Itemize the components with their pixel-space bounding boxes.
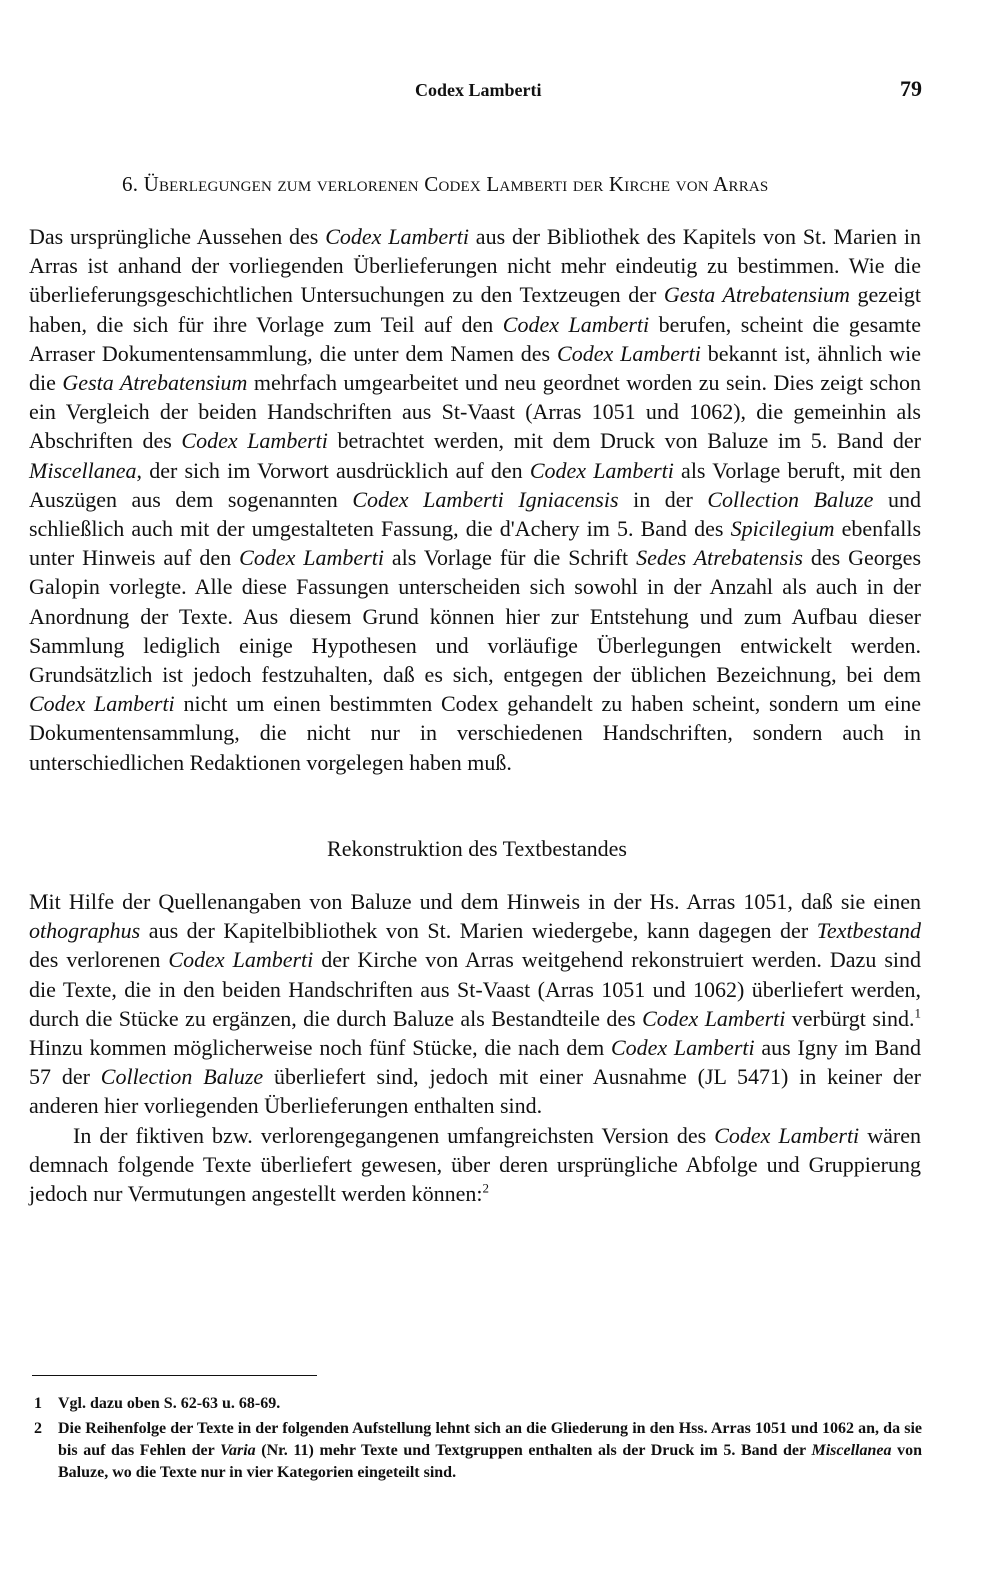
text-run: des Georges Galopin vorlegte. Alle diese Fassungen unterscheiden sich sowohl in der Anzahl als auch in der Anordnung der Texte. Aus diesem Grund können hier zur Entstehung und zum Aufbau dieser Sammlung lediglich einige Hypothesen und vorläufige Überlegungen entwickelt werden. Grundsätzlich ist jedoch festzuhalten, daß es sich, entgegen der üblichen Bezeichnung, bei dem bbox=[29, 545, 922, 688]
italic-term: Codex Lamberti bbox=[325, 224, 469, 249]
text-run: von Baluze, wo die Texte nur in vier Kategorien eingeteilt sind. bbox=[58, 1442, 923, 1481]
italic-term: Textbestand bbox=[816, 918, 921, 944]
text-run: als Vorlage für die Schrift bbox=[383, 545, 637, 571]
text-run: Hinzu kommen möglicherweise noch fünf Stücke, die nach dem bbox=[29, 1035, 611, 1061]
text-run: Die Reihenfolge der Texte in der folgenden Aufstellung lehnt sich an die Gliederung in den Hss. Arras 1051 und 1062 an, da sie bis auf das Fehlen der bbox=[58, 1420, 922, 1459]
footnote-text bbox=[58, 1420, 922, 1481]
footnote-number: 1 bbox=[34, 1395, 42, 1412]
italic-term: Sedes Atrebatensis bbox=[636, 545, 803, 571]
footnote-ref: 1 bbox=[914, 1005, 921, 1021]
italic-term: Codex Lamberti bbox=[529, 457, 674, 483]
text-run: Das ursprüngliche Aussehen des bbox=[29, 224, 326, 249]
italic-term: Codex Lamberti bbox=[714, 1122, 860, 1148]
italic-term: Codex Lamberti bbox=[168, 947, 314, 973]
italic-term: Codex Lamberti Igniacensis bbox=[352, 486, 619, 512]
text-run: der Kirche von Arras weitgehend rekonstruiert werden. Dazu sind die Texte, die in den beiden Handschriften aus St-Vaast (Arras 1051 und 1062) überliefert werden, durch die Stücke zu ergänzen, die durch Baluze als Bestandteile des bbox=[29, 947, 921, 1031]
italic-term: Spicilegium bbox=[730, 516, 835, 542]
italic-term: Miscellanea bbox=[811, 1442, 892, 1459]
footnote-ref: 2 bbox=[482, 1180, 490, 1196]
italic-term: Codex Lamberti bbox=[239, 545, 384, 571]
paragraph bbox=[29, 222, 921, 777]
italic-term: Gesta Atrebatensium bbox=[663, 282, 850, 308]
text-run: nicht um einen bestimmten Codex gehandelt zu haben scheint, sondern um eine Dokumentensammlung, die nicht nur in verschiedenen Handschriften, sondern auch in unterschiedlichen Redaktionen vorgelegen haben muß. bbox=[29, 691, 921, 775]
text-run: (Nr. 11) mehr Texte und Textgruppen enthalten als der Druck im 5. Band der bbox=[255, 1442, 812, 1459]
italic-term: Miscellanea bbox=[29, 457, 137, 483]
section-heading bbox=[122, 172, 768, 197]
text-run: aus der Kapitelbibliothek von St. Marien wiedergebe, kann dagegen der bbox=[140, 918, 817, 944]
text-run: berufen, scheint die gesamte Arraser Dokumentensammlung, die unter dem Namen des bbox=[29, 311, 921, 366]
body-section-1 bbox=[29, 222, 921, 777]
paragraph bbox=[29, 1121, 921, 1209]
text-run: als Vorlage beruft, mit den Auszügen aus dem sogenannten bbox=[29, 457, 921, 512]
italic-term: Codex Lamberti bbox=[502, 311, 650, 337]
footnote-text bbox=[58, 1395, 280, 1412]
italic-term: Collection Baluze bbox=[100, 1064, 264, 1090]
section-number: 6. bbox=[122, 172, 139, 196]
italic-term: Codex Lamberti bbox=[610, 1035, 755, 1061]
page-number: 79 bbox=[900, 76, 922, 101]
text-run: aus Igny im Band 57 der bbox=[29, 1035, 921, 1090]
footnote-rule bbox=[32, 1375, 317, 1376]
italic-term: Codex Lamberti bbox=[29, 691, 175, 717]
italic-term: Collection Baluze bbox=[707, 486, 874, 512]
footnote bbox=[32, 1418, 922, 1484]
text-run: aus der Bibliothek des Kapitels von St. Marien in Arras ist anhand der vorliegenden Überlieferungen nicht mehr eindeutig zu bestimmen. Wie die überlieferungsgeschichtlichen Untersuchungen zu den Textzeugen der bbox=[29, 224, 921, 308]
italic-term: othographus bbox=[29, 918, 141, 944]
text-run: und schließlich auch mit der umgestalteten Fassung, die d'Achery im 5. Band des bbox=[29, 486, 921, 542]
text-run: verbürgt sind. bbox=[785, 1005, 915, 1031]
italic-term: Codex Lamberti bbox=[181, 428, 328, 454]
italic-term: Varia bbox=[220, 1442, 256, 1459]
footnotes bbox=[32, 1393, 922, 1487]
footnote-number: 2 bbox=[34, 1420, 42, 1437]
text-run: des verlorenen bbox=[29, 947, 169, 973]
paragraph bbox=[29, 887, 921, 1121]
text-run: mehrfach umgearbeitet und neu geordnet worden zu sein. Dies zeigt schon ein Vergleich der beiden Handschriften aus St-Vaast (Arras 1051 und 1062), die gemeinhin als Abschriften des bbox=[29, 370, 921, 454]
text-run: In der fiktiven bzw. verlorengegangenen umfangreichsten Version des bbox=[73, 1122, 715, 1148]
italic-term: Codex Lamberti bbox=[557, 340, 701, 366]
text-run: gezeigt haben, die sich für ihre Vorlage zum Teil auf den bbox=[29, 282, 921, 337]
italic-term: Gesta Atrebatensium bbox=[62, 370, 248, 396]
footnote bbox=[32, 1393, 922, 1415]
text-run: ebenfalls unter Hinweis auf den bbox=[29, 516, 922, 571]
italic-term: Codex Lamberti bbox=[642, 1005, 786, 1031]
text-run: , der sich im Vorwort ausdrücklich auf den bbox=[136, 457, 530, 483]
section-title: Überlegungen zum verlorenen Codex Lamberti der Kirche von Arras bbox=[143, 172, 769, 196]
text-run: bekannt ist, ähnlich wie die bbox=[29, 340, 921, 396]
text-run: betrachtet werden, mit dem Druck von Baluze im 5. Band der bbox=[327, 428, 921, 454]
text-run: Mit Hilfe der Quellenangaben von Baluze und dem Hinweis in der Hs. Arras 1051, daß sie einen bbox=[29, 889, 921, 914]
text-run: überliefert sind, jedoch mit einer Ausnahme (JL 5471) in keiner der anderen hier vorliegenden Überlieferungen enthalten sind. bbox=[29, 1064, 922, 1119]
text-run: Vgl. dazu oben S. 62-63 u. 68-69. bbox=[58, 1395, 281, 1412]
text-run: wären demnach folgende Texte überliefert gewesen, über deren ursprüngliche Abfolge und Gruppierung jedoch nur Vermutungen angestellt werden können: bbox=[29, 1122, 921, 1207]
body-section-2 bbox=[29, 887, 921, 1208]
text-run: in der bbox=[618, 486, 708, 512]
subheading: Rekonstruktion des Textbestandes bbox=[327, 836, 627, 861]
running-head: Codex Lamberti bbox=[415, 80, 542, 100]
